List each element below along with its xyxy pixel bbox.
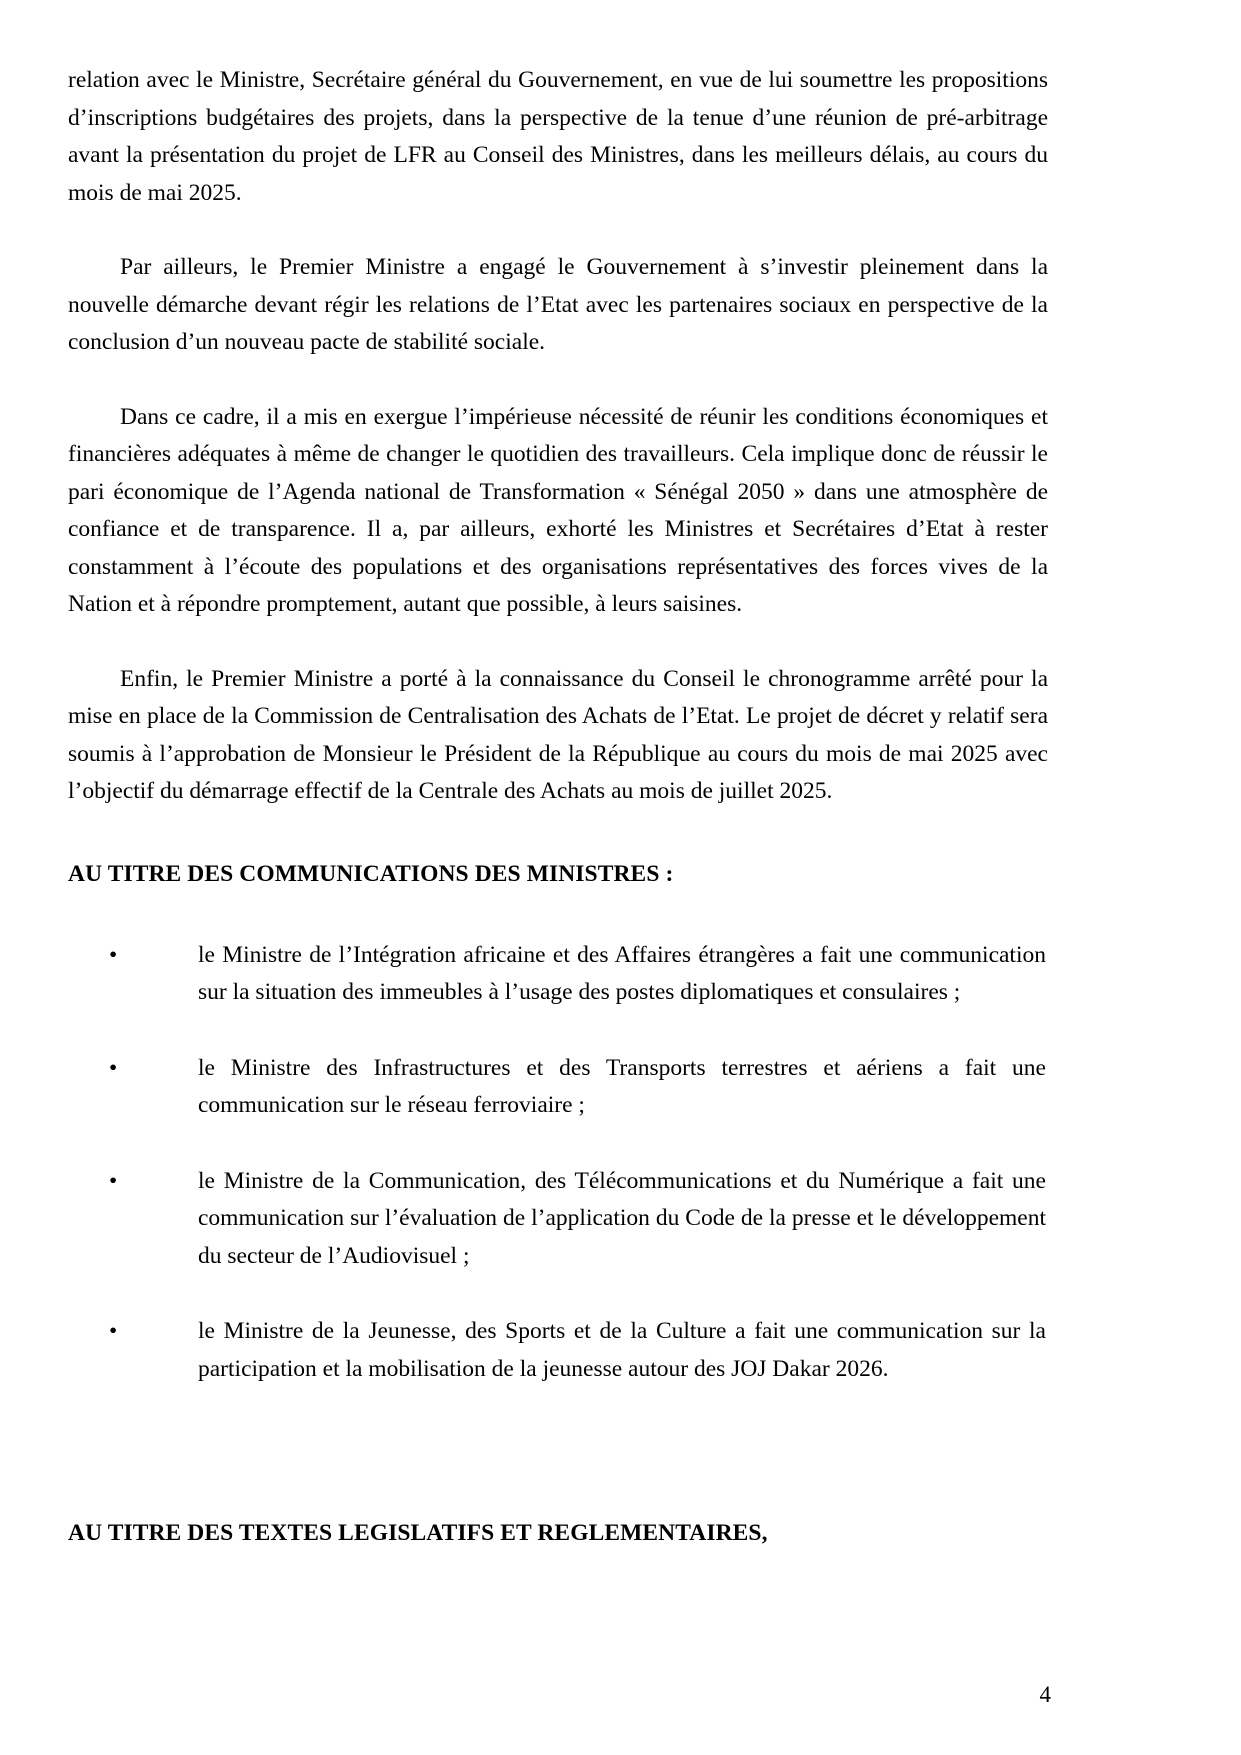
heading-spacer [68,811,1048,857]
heading-textes-legislatifs-et-reglementaires: AU TITRE DES TEXTES LEGISLATIFS ET REGLEMENTAIRES, [68,1520,768,1546]
paragraph-spacer [68,362,1048,399]
bullet-icon: • [109,1318,118,1344]
list-item [68,1050,1048,1125]
paragraph-enfin: Enfin, le Premier Ministre a porté à la connaissance du Conseil le chronogramme arrêté pour la mise en place de la Commission de Centralisation des Achats de l’Etat. Le projet de décret y relatif sera soumis à l’approbation de Monsieur le Président de la République au cours du mois de mai 2025 avec l’objectif du démarrage effectif de la Centrale des Achats au mois de juillet 2025. [68,665,1048,804]
list-item-label: le Ministre des Infrastructures et des Transports terrestres et aériens a fait une communication sur le réseau ferroviaire ; [198,1054,1046,1118]
paragraph-continuation: relation avec le Ministre, Secrétaire général du Gouvernement, en vue de lui soumettre les propositions d’inscriptions budgétaires des projets, dans la perspective de la tenue d’une réunion de pré-arbitrage avant la présentation du projet de LFR au Conseil des Ministres, dans les meilleurs délais, au cours du mois de mai 2025. [68,67,1048,206]
list-item [68,1313,1048,1388]
list-item-label: le Ministre de l’Intégration africaine et des Affaires étrangères a fait une communication sur la situation des immeubles à l’usage des postes diplomatiques et consulaires ; [198,941,1046,1005]
section-spacer [68,1388,1048,1516]
communications-bullet-list [68,937,1048,1389]
list-spacer [68,891,1048,937]
list-item [68,1163,1048,1276]
document-body [68,62,1048,1550]
paragraph-spacer [68,624,1048,661]
bullet-icon: • [109,941,118,968]
paragraph-dans-ce-cadre: Dans ce cadre, il a mis en exergue l’impérieuse nécessité de réunir les conditions économiques et financières adéquates à même de changer le quotidien des travailleurs. Cela implique donc de réussir le pari économique de l’Agenda national de Transformation « Sénégal 2050 » dans une atmosphère de confiance et de transparence. Il a, par ailleurs, exhorté les Ministres et Secrétaires d’Etat à rester constamment à l’écoute des populations et des organisations représentatives des forces vives de la Nation et à répondre promptement, autant que possible, à leurs saisines. [68,403,1048,617]
list-item-label: le Ministre de la Communication, des Télécommunications et du Numérique a fait une communication sur l’évaluation de l’application du Code de la presse et le développement du secteur de l’Audiovisuel ; [198,1167,1046,1269]
list-item-label: le Ministre de la Jeunesse, des Sports et de la Culture a fait une communication sur la participation et la mobilisation de la jeunesse autour des JOJ Dakar 2026. [198,1318,1046,1382]
paragraph-par-ailleurs: Par ailleurs, le Premier Ministre a engagé le Gouvernement à s’investir pleinement dans la nouvelle démarche devant régir les relations de l’Etat avec les partenaires sociaux en perspective de la conclusion d’un nouveau pacte de stabilité sociale. [68,254,1048,355]
bullet-icon: • [109,1167,118,1194]
page-number: 4 [1039,1682,1051,1707]
paragraph-spacer [68,212,1048,249]
list-item [68,937,1048,1012]
heading-communications-des-ministres: AU TITRE DES COMMUNICATIONS DES MINISTRES : [68,860,674,887]
bullet-icon: • [109,1054,118,1081]
